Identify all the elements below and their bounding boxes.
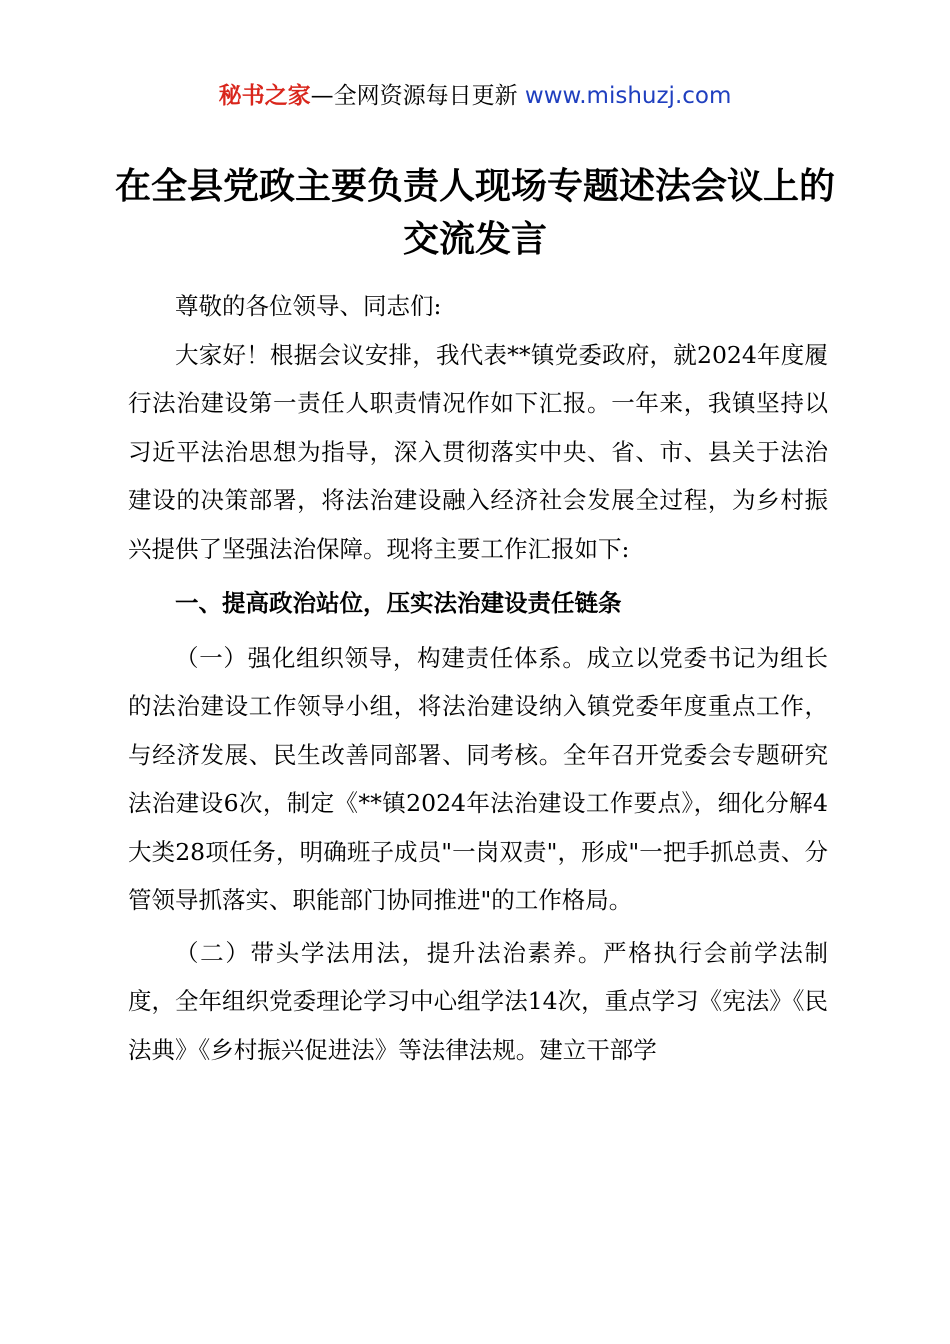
document-body [128, 282, 828, 1074]
site-banner [0, 80, 950, 112]
banner-slogan: —全网资源每日更新 [310, 83, 525, 109]
paragraph-1: （一）强化组织领导，构建责任体系。成立以党委书记为组长的法治建设工作领导小组，将法治建设纳入镇党委年度重点工作，与经济发展、民生改善同部署、同考核。全年召开党委会专题研究法治建设6次，制定《**镇2024年法治建设工作要点》，细化分解4大类28项任务，明确班子成员"一岗双责"，形成"一把手抓总责、分管领导抓落实、职能部门协同推进"的工作格局。 [128, 643, 828, 914]
banner-url[interactable]: www.mishuzj.com [524, 83, 732, 109]
banner-brand: 秘书之家 [218, 83, 311, 109]
section-heading-1: 一、提高政治站位，压实法治建设责任链条 [175, 589, 622, 617]
intro-paragraph: 大家好！根据会议安排，我代表**镇党委政府，就2024年度履行法治建设第一责任人职责情况作如下汇报。一年来，我镇坚持以习近平法治思想为指导，深入贯彻落实中央、省、市、县关于法治建设的决策部署，将法治建设融入经济社会发展全过程，为乡村振兴提供了坚强法治保障。现将主要工作汇报如下: [128, 340, 828, 563]
salutation: 尊敬的各位领导、同志们: [175, 292, 442, 320]
document-title: 在全县党政主要负责人现场专题述法会议上的交流发言 [114, 165, 835, 260]
paragraph-2: （二）带头学法用法，提升法治素养。严格执行会前学法制度，全年组织党委理论学习中心组学法14次，重点学习《宪法》《民法典》《乡村振兴促进法》等法律法规。建立干部学 [128, 938, 828, 1064]
